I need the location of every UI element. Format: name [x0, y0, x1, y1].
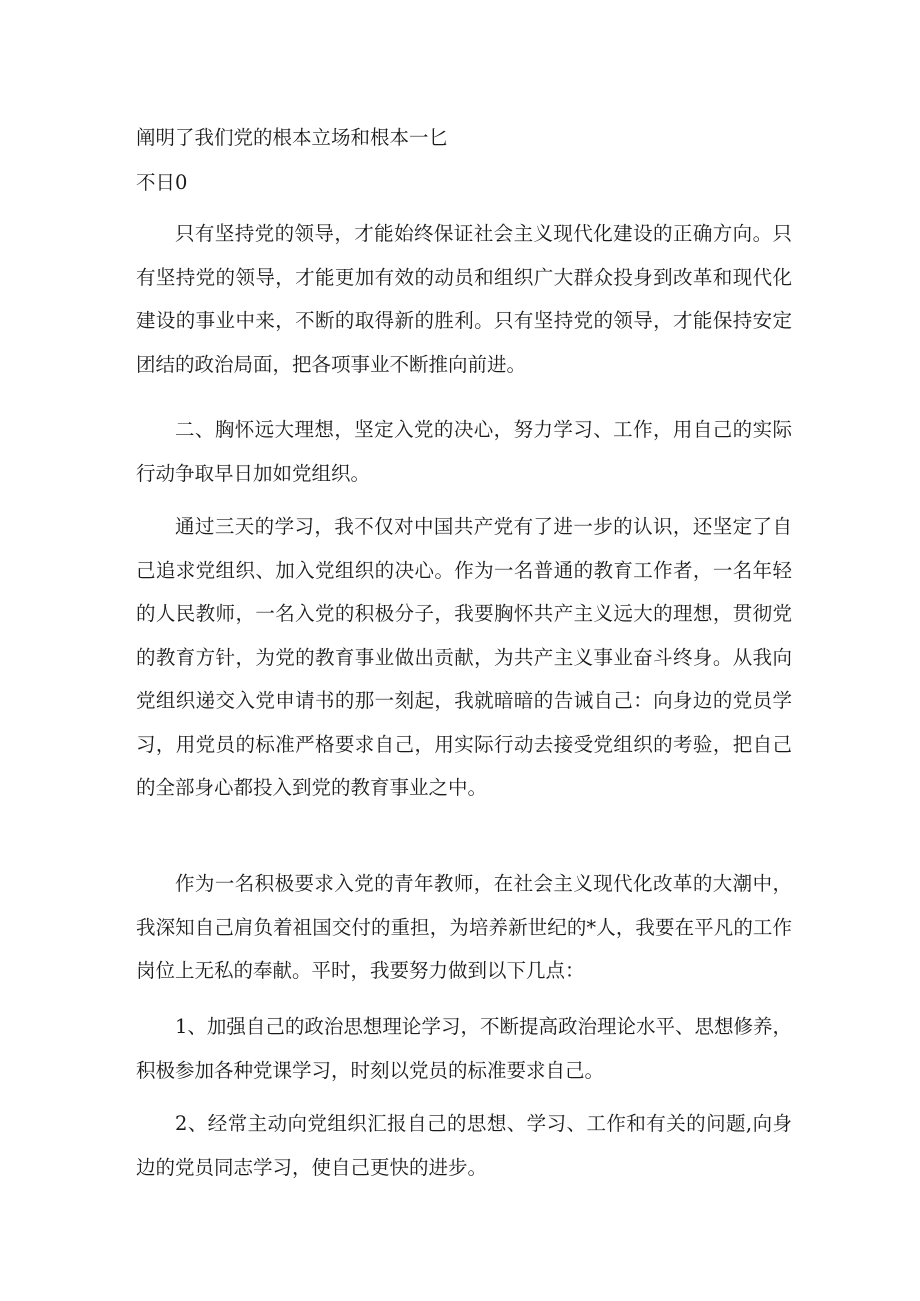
paragraph-study-resolve: 通过三天的学习，我不仅对中国共产党有了进一步的认识，还坚定了自己追求党组织、加入党组织的决心。作为一名普通的教育工作者，一名年轻的人民教师，一名入党的积极分子，我要胸怀共产主义远大的理想，贯彻党的教育方针，为党的教育事业做出贡献，为共产主义事业奋斗终身。从我向党组织递交入党申请书的那一刻起，我就暗暗的告诫自己：向身边的党员学习，用党员的标准严格要求自己，用实际行动去接受党组织的考验，把自己的全部身心都投入到党的教育事业之中。 — [136, 515, 792, 799]
heading-line-2: 不日0 — [136, 171, 188, 194]
paragraph-section-two-heading: 二、胸怀远大理想，坚定入党的决心，努力学习、工作，用自己的实际行动争取早日加如党组织。 — [136, 418, 792, 485]
heading-line-1: 阐明了我们党的根本立场和根本一匕 — [136, 126, 449, 149]
paragraph-point-2: 2、经常主动向党组织汇报自己的思想、学习、工作和有关的问题,向身边的党员同志学习，使自己更快的进步。 — [136, 1112, 792, 1179]
paragraph-young-teacher: 作为一名积极要求入党的青年教师，在社会主义现代化改革的大潮中，我深知自己肩负着祖国交付的重担，为培养新世纪的*人，我要在平凡的工作岗位上无私的奉献。平时，我要努力做到以下几点： — [136, 872, 792, 982]
paragraph-party-leadership: 只有坚持党的领导，才能始终保证社会主义现代化建设的正确方向。只有坚持党的领导，才能更加有效的动员和组织广大群众投身到改革和现代化建设的事业中来，不断的取得新的胜利。只有坚持党的领导，才能保持安定团结的政治局面，把各项事业不断推向前进。 — [136, 222, 792, 376]
paragraph-point-1: 1、加强自己的政治思想理论学习，不断提高政治理论水平、思想修养，积极参加各种党课学习，时刻以党员的标准要求自己。 — [136, 1015, 792, 1082]
